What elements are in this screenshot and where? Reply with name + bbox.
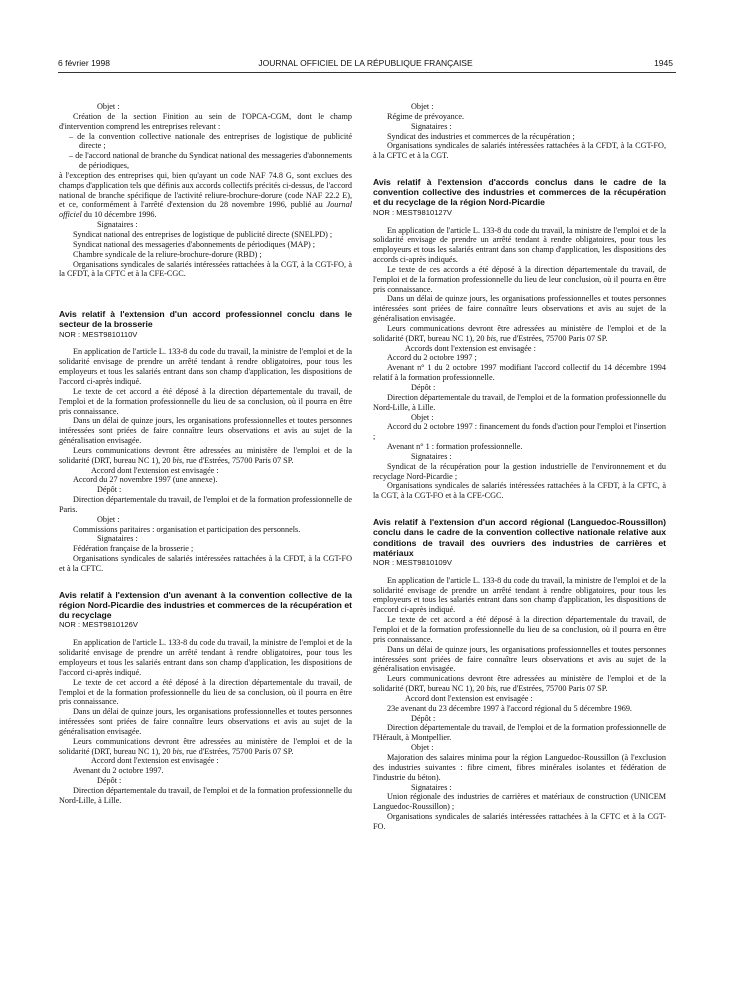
label-objet: Objet : bbox=[411, 743, 434, 753]
left-column bbox=[59, 102, 352, 806]
label-objet: Objet : bbox=[411, 102, 434, 111]
label-signataires: Signataires : bbox=[411, 451, 452, 461]
signatory: Union régionale des industries de carrières et matériaux de construction (UNICEM Languedoc-Roussillon) ; bbox=[373, 792, 666, 812]
signatory: Organisations syndicales de salariés intéressées rattachées à la CGT, à la CGT-FO, à la CFDT, à la CFTC et à la CFE-CGC. bbox=[59, 259, 352, 279]
signatory: Organisations syndicales de salariés intéressées rattachées à la CFTC et à la CGT-FO. bbox=[373, 812, 666, 831]
paragraph: Avenant n° 1 : formation professionnelle. bbox=[387, 442, 523, 452]
label-depot: Dépôt : bbox=[97, 485, 122, 495]
label-signataires: Signataires : bbox=[411, 121, 452, 131]
paragraph: Accord du 2 octobre 1997 : financement du fonds d'action pour l'emploi et l'insertion ; bbox=[373, 422, 666, 442]
paragraph: Leurs communications devront être adressées au ministère de l'emploi et de la solidarité (DRT, bureau NC 1), 20 bis, rue d'Estrées, 75700 Paris 07 SP. bbox=[373, 323, 666, 343]
issue-date: 6 février 1998 bbox=[58, 58, 110, 68]
right-column bbox=[373, 102, 666, 832]
paragraph: En application de l'article L. 133-8 du code du travail, la ministre de l'emploi et de la solidarité envisage de prendre un arrêté tendant à rendre obligatoires, pour tous les employeurs et tous les salariés entrant dans son champ d'application, les dispositions de l'accord ci-après indiqué. bbox=[373, 575, 666, 615]
paragraph: Direction départementale du travail, de l'emploi et de la formation professionnelle du Nord-Lille, à Lille. bbox=[59, 785, 352, 805]
paragraph: 23e avenant du 23 décembre 1997 à l'accord régional du 5 décembre 1969. bbox=[387, 703, 632, 713]
signatory: Organisations syndicales de salariés intéressées rattachées à la CFDT, à la CGT-FO et à la CFTC. bbox=[59, 554, 352, 573]
nor-reference: NOR : MEST9810109V bbox=[373, 557, 452, 567]
label-accords: Accords dont l'extension est envisagée : bbox=[405, 343, 536, 353]
paragraph: En application de l'article L. 133-8 du code du travail, la ministre de l'emploi et de la solidarité envisage de prendre un arrêté tendant à rendre obligatoires, pour tous les employeurs et tous les salariés entrant dans son champ d'application, les dispositions de l'accord ci-après indiqué. bbox=[59, 638, 352, 677]
paragraph: Dans un délai de quinze jours, les organisations professionnelles et toutes personnes intéressées sont priées de faire connaître leurs observations et avis au sujet de la généralisation envisagée. bbox=[59, 707, 352, 736]
signatory: Syndicat national des entreprises de logistique de publicité directe (SNELPD) ; bbox=[73, 229, 333, 239]
label-signataires: Signataires : bbox=[97, 534, 138, 544]
paragraph: Majoration des salaires minima pour la région Languedoc-Roussillon (à l'exclusion des industries suivantes : fibre ciment, fibres minérales isolantes et fédération de l'industrie du béton). bbox=[373, 752, 666, 782]
list-item: – de la convention collective nationale des entreprises de logistique de publicité directe ; bbox=[69, 131, 352, 151]
header-rule bbox=[58, 72, 676, 73]
paragraph: Accord du 27 novembre 1997 (une annexe). bbox=[73, 475, 218, 485]
journal-title: JOURNAL OFFICIEL DE LA RÉPUBLIQUE FRANÇAISE bbox=[258, 58, 473, 68]
label-signataires: Signataires : bbox=[97, 220, 138, 230]
label-depot: Dépôt : bbox=[411, 713, 436, 723]
signatory: Fédération française de la brosserie ; bbox=[73, 544, 194, 554]
paragraph: Le texte de ces accords a été déposé à la direction départementale du travail, de l'emploi et de la formation professionnelle du lieu de leur conclusion, où il pourra en être pris connaissance. bbox=[373, 264, 666, 294]
paragraph: Avenant n° 1 du 2 octobre 1997 modifiant l'accord collectif du 14 décembre 1994 relatif à la formation professionnelle. bbox=[373, 363, 666, 383]
signatory: Syndicat de la récupération pour la gestion industrielle de l'environnement et du recyclage Nord-Picardie ; bbox=[373, 461, 666, 481]
paragraph: Dans un délai de quinze jours, les organisations professionnelles et toutes personnes intéressées sont priées de faire connaître leurs observations et avis au sujet de la généralisation envisagée. bbox=[373, 644, 666, 674]
paragraph: Direction départementale du travail, de l'emploi et de la formation professionnelle du Nord-Lille, à Lille. bbox=[373, 392, 666, 412]
paragraph: En application de l'article L. 133-8 du code du travail, la ministre de l'emploi et de la solidarité envisage de prendre un arrêté tendant à rendre obligatoires, pour tous les employeurs et tous les salariés entrant dans son champ d'application, les dispositions de l'accord ci-après indiqué. bbox=[59, 347, 352, 386]
paragraph: Direction départementale du travail, de l'emploi et de la formation professionnelle de Paris. bbox=[59, 495, 352, 514]
signatory: Chambre syndicale de la reliure-brochure-dorure (RBD) ; bbox=[73, 249, 262, 259]
paragraph: Leurs communications devront être adressées au ministère de l'emploi et de la solidarité (DRT, bureau NC 1), 20 bis, rue d'Estrées, 75700 Paris 07 SP. bbox=[373, 674, 666, 694]
label-objet: Objet : bbox=[411, 412, 434, 422]
notice-heading: Avis relatif à l'extension d'un avenant à la convention collective de la région Nord-Picardie des industries et commerces de la récupération et du recyclage bbox=[59, 589, 352, 621]
nor-reference: NOR : MEST9810110V bbox=[59, 329, 138, 339]
label-objet: Objet : bbox=[97, 102, 120, 111]
paragraph: Le texte de cet accord a été déposé à la direction départementale du travail, de l'emploi et de la formation professionnelle du lieu de sa conclusion, où il pourra en être pris connaissance. bbox=[373, 615, 666, 644]
signatory: Syndicat des industries et commerces de la récupération ; bbox=[387, 131, 575, 141]
nor-reference: NOR : MEST9810126V bbox=[59, 620, 138, 630]
label-objet: Objet : bbox=[97, 514, 120, 524]
paragraph: Régime de prévoyance. bbox=[387, 111, 465, 121]
paragraph: Avenant du 2 octobre 1997. bbox=[73, 766, 164, 776]
paragraph: Accord du 2 octobre 1997 ; bbox=[387, 353, 477, 363]
paragraph: Leurs communications devront être adressées au ministère de l'emploi et de la solidarité (DRT, bureau NC 1), 20 bis, rue d'Estrées, 75700 Paris 07 SP. bbox=[59, 445, 352, 465]
notice-heading: Avis relatif à l'extension d'accords conclus dans le cadre de la convention collective des industries et commerces de la récupération et du recyclage de la région Nord-Picardie bbox=[373, 177, 666, 208]
paragraph: En application de l'article L. 133-8 du code du travail, la ministre de l'emploi et de la solidarité envisage de prendre un arrêté tendant à rendre obligatoires, pour tous les employeurs et tous les salariés entrant dans son champ d'application, les dispositions des accords ci-après indiqués. bbox=[373, 225, 666, 265]
paragraph: Dans un délai de quinze jours, les organisations professionnelles et toutes personnes intéressées sont priées de faire connaître leurs observations et avis au sujet de la généralisation envisagée. bbox=[59, 416, 352, 446]
paragraph: Création de la section Finition au sein de l'OPCA-CGM, dont le champ d'intervention comprend les entreprises relevant : bbox=[59, 111, 352, 131]
list-item: – de l'accord national de branche du Syndicat national des messageries d'abonnements de périodiques, bbox=[69, 151, 352, 171]
label-depot: Dépôt : bbox=[97, 776, 122, 786]
page-number: 1945 bbox=[654, 58, 673, 68]
paragraph: Direction départementale du travail, de l'emploi et de la formation professionnelle de l'Hérault, à Montpellier. bbox=[373, 723, 666, 743]
label-accord: Accord dont l'extension est envisagée : bbox=[405, 693, 533, 703]
paragraph: Commissions paritaires : organisation et participation des personnels. bbox=[73, 524, 301, 534]
notice-heading: Avis relatif à l'extension d'un accord professionnel conclu dans le secteur de la brosserie bbox=[59, 309, 352, 330]
label-signataires: Signataires : bbox=[411, 782, 452, 792]
notice-heading: Avis relatif à l'extension d'un accord régional (Languedoc-Roussillon) conclu dans le cadre de la convention collective nationale relative aux conditions de travail des ouvriers des industries de carrières et matériaux bbox=[373, 517, 666, 558]
paragraph: Dans un délai de quinze jours, les organisations professionnelles et toutes personnes intéressées sont priées de faire connaître leurs observations et avis au sujet de la généralisation envisagée. bbox=[373, 294, 666, 324]
label-accord: Accord dont l'extension est envisagée : bbox=[91, 465, 219, 475]
label-depot: Dépôt : bbox=[411, 383, 436, 393]
paragraph: Le texte de cet accord a été déposé à la direction départementale du travail, de l'emploi et de la formation professionnelle du lieu de sa conclusion, où il pourra en être pris connaissance. bbox=[59, 677, 352, 707]
paragraph: Le texte de cet accord a été déposé à la direction départementale du travail, de l'emploi et de la formation professionnelle du lieu de sa conclusion, où il pourra en être pris connaissance. bbox=[59, 386, 352, 416]
paragraph: à l'exception des entreprises qui, bien qu'ayant un code NAF 74.8 G, sont exclues des champs d'application tels que définis aux accords collectifs précités ci-dessus, de l'accord national de branche spécifique de l'activité reliure-brochure-dorure (code NAF 22.2 E), et ce, conformément à l'arrêté d'extension du 28 novembre 1996, publié au Journal officiel du 10 décembre 1996. bbox=[59, 170, 353, 220]
label-accord: Accord dont l'extension est envisagée : bbox=[91, 756, 219, 766]
signatory: Syndicat national des messageries d'abonnements de périodiques (MAP) ; bbox=[73, 239, 316, 249]
signatory: Organisations syndicales de salariés intéressées rattachées à la CFDT, à la CGT-FO, à la CFTC et à la CGT. bbox=[373, 141, 666, 161]
signatory: Organisations syndicales de salariés intéressées rattachées à la CFDT, à la CFTC, à la CGT, à la CGT-FO et à la CFE-CGC. bbox=[373, 481, 666, 501]
nor-reference: NOR : MEST9810127V bbox=[373, 207, 452, 217]
paragraph: Leurs communications devront être adressées au ministère de l'emploi et de la solidarité (DRT, bureau NC 1), 20 bis, rue d'Estrées, 75700 Paris 07 SP. bbox=[59, 736, 352, 756]
